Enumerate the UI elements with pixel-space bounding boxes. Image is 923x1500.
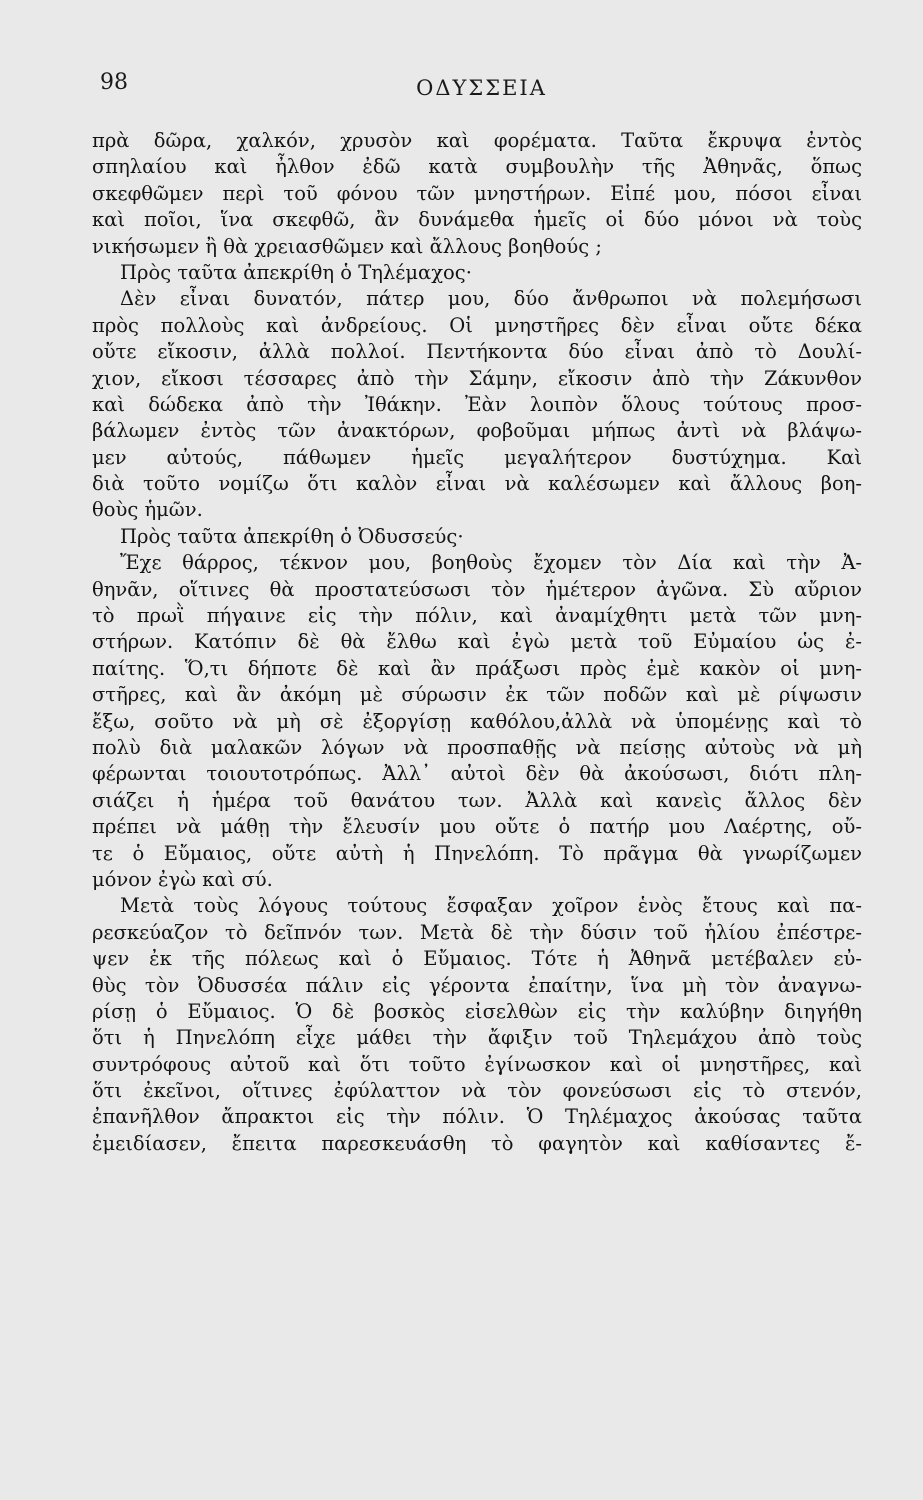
text-line: νικήσωμεν ἢ θὰ χρειασθῶμεν καὶ ἄλλους βοηθούς ;: [92, 234, 602, 258]
page-number: 98: [100, 70, 128, 95]
page-header: [100, 70, 863, 110]
text-line: οὔτε εἴκοσιν, ἀλλὰ πολλοί. Πεντήκοντα δύο εἶναι ἀπὸ τὸ Δουλί-: [92, 340, 862, 364]
text-line: παίτης. Ὅ,τι δήποτε δὲ καὶ ἂν πράξωσι πρὸς ἐμὲ κακὸν οἱ μνη-: [92, 656, 862, 680]
text-line: μόνον ἐγὼ καὶ σύ.: [92, 867, 273, 891]
text-line: ψεν ἐκ τῆς πόλεως καὶ ὁ Εὔμαιος. Τότε ἡ Ἀθηνᾶ μετέβαλεν εὐ-: [92, 947, 862, 971]
text-line: διὰ τοῦτο νομίζω ὅτι καλὸν εἶναι νὰ καλέσωμεν καὶ ἄλλους βοη-: [92, 472, 862, 496]
text-line: Πρὸς ταῦτα ἀπεκρίθη ὁ Τηλέμαχος·: [120, 260, 472, 284]
text-line: ὅτι ἡ Πηνελόπη εἶχε μάθει τὴν ἄφιξιν τοῦ Τηλεμάχου ἀπὸ τοὺς: [92, 1026, 862, 1050]
text-line: τε ὁ Εὔμαιος, οὔτε αὐτὴ ἡ Πηνελόπη. Τὸ πρᾶγμα θὰ γνωρίζωμεν: [92, 841, 862, 865]
running-title: ΟΔΥΣΣΕΙΑ: [416, 76, 547, 100]
text-line: καὶ δώδεκα ἀπὸ τὴν Ἰθάκην. Ἐὰν λοιπὸν ὅλους τούτους προσ-: [92, 392, 862, 416]
text-line: βάλωμεν ἐντὸς τῶν ἀνακτόρων, φοβοῦμαι μήπως ἀντὶ νὰ βλάψω-: [92, 419, 862, 443]
text-line: καὶ ποῖοι, ἵνα σκεφθῶ, ἂν δυνάμεθα ἡμεῖς οἱ δύο μόνοι νὰ τοὺς: [92, 208, 862, 232]
text-line: ὅτι ἐκεῖνοι, οἵτινες ἐφύλαττον νὰ τὸν φονεύσωσι εἰς τὸ στενόν,: [92, 1079, 862, 1103]
text-line: ἔξω, σοῦτο νὰ μὴ σὲ ἐξοργίσῃ καθόλου,ἀλλὰ νὰ ὑπομένῃς καὶ τὸ: [92, 709, 862, 733]
text-line: Ἔχε θάρρος, τέκνον μου, βοηθοὺς ἔχομεν τὸν Δία καὶ τὴν Ἀ-: [120, 551, 862, 575]
text-line: πρὸς πολλοὺς καὶ ἀνδρείους. Οἱ μνηστῆρες δὲν εἶναι οὔτε δέκα: [92, 313, 862, 337]
text-line: ἐμειδίασεν, ἔπειτα παρεσκευάσθη τὸ φαγητὸν καὶ καθίσαντες ἔ-: [92, 1131, 862, 1155]
text-line: φέρωνται τοιουτοτρόπως. Ἀλλ᾽ αὐτοὶ δὲν θὰ ἀκούσωσι, διότι πλη-: [92, 762, 862, 786]
text-line: Δὲν εἶναι δυνατόν, πάτερ μου, δύο ἄνθρωποι νὰ πολεμήσωσι: [120, 287, 862, 311]
text-line: σιάζει ἡ ἡμέρα τοῦ θανάτου των. Ἀλλὰ καὶ κανεὶς ἄλλος δὲν: [92, 788, 862, 812]
text-line: Πρὸς ταῦτα ἀπεκρίθη ὁ Ὀδυσσεύς·: [120, 524, 464, 548]
text-line: θὺς τὸν Ὀδυσσέα πάλιν εἰς γέροντα ἐπαίτην, ἵνα μὴ τὸν ἀναγνω-: [92, 973, 862, 997]
text-line: θοὺς ἡμῶν.: [92, 498, 203, 522]
text-line: θηνᾶν, οἵτινες θὰ προστατεύσωσι τὸν ἡμέτερον ἀγῶνα. Σὺ αὔριον: [92, 577, 862, 601]
text-line: χιον, εἴκοσι τέσσαρες ἀπὸ τὴν Σάμην, εἴκοσιν ἀπὸ τὴν Ζάκυνθον: [92, 366, 862, 390]
text-line: τὸ πρωῒ πήγαινε εἰς τὴν πόλιν, καὶ ἀναμίχθητι μετὰ τῶν μνη-: [92, 604, 862, 628]
text-line: μεν αὐτούς, πάθωμεν ἡμεῖς μεγαλήτερον δυστύχημα. Καὶ: [92, 445, 862, 469]
text-line: στήρων. Κατόπιν δὲ θὰ ἔλθω καὶ ἐγὼ μετὰ τοῦ Εὐμαίου ὡς ἐ-: [92, 630, 862, 654]
text-line: πολὺ διὰ μαλακῶν λόγων νὰ προσπαθῇς νὰ πείσῃς αὐτοὺς νὰ μὴ: [92, 735, 862, 759]
text-line: συντρόφους αὐτοῦ καὶ ὅτι τοῦτο ἐγίνωσκον καὶ οἱ μνηστῆρες, καὶ: [92, 1052, 862, 1076]
text-line: πρέπει νὰ μάθῃ τὴν ἔλευσίν μου οὔτε ὁ πατήρ μου Λαέρτης, οὔ-: [92, 815, 862, 839]
text-line: Μετὰ τοὺς λόγους τούτους ἔσφαξαν χοῖρον ἑνὸς ἔτους καὶ πα-: [120, 894, 862, 918]
text-line: ἐπανῆλθον ἄπρακτοι εἰς τὴν πόλιν. Ὁ Τηλέμαχος ἀκούσας ταῦτα: [92, 1105, 862, 1129]
text-line: ρεσκεύαζον τὸ δεῖπνόν των. Μετὰ δὲ τὴν δύσιν τοῦ ἡλίου ἐπέστρε-: [92, 920, 862, 944]
text-line: σκεφθῶμεν περὶ τοῦ φόνου τῶν μνηστήρων. Εἰπέ μου, πόσοι εἶναι: [92, 181, 862, 205]
body-text: [92, 128, 862, 1157]
text-line: πρὰ δῶρα, χαλκόν, χρυσὸν καὶ φορέματα. Ταῦτα ἔκρυψα ἐντὸς: [92, 129, 862, 152]
text-line: σπηλαίου καὶ ἦλθον ἐδῶ κατὰ συμβουλὴν τῆς Ἀθηνᾶς, ὅπως: [92, 155, 862, 179]
text-line: στῆρες, καὶ ἂν ἀκόμη μὲ σύρωσιν ἐκ τῶν ποδῶν καὶ μὲ ρίψωσιν: [92, 683, 862, 707]
text-line: ρίσῃ ὁ Εὔμαιος. Ὁ δὲ βοσκὸς εἰσελθὼν εἰς τὴν καλύβην διηγήθη: [92, 999, 862, 1023]
